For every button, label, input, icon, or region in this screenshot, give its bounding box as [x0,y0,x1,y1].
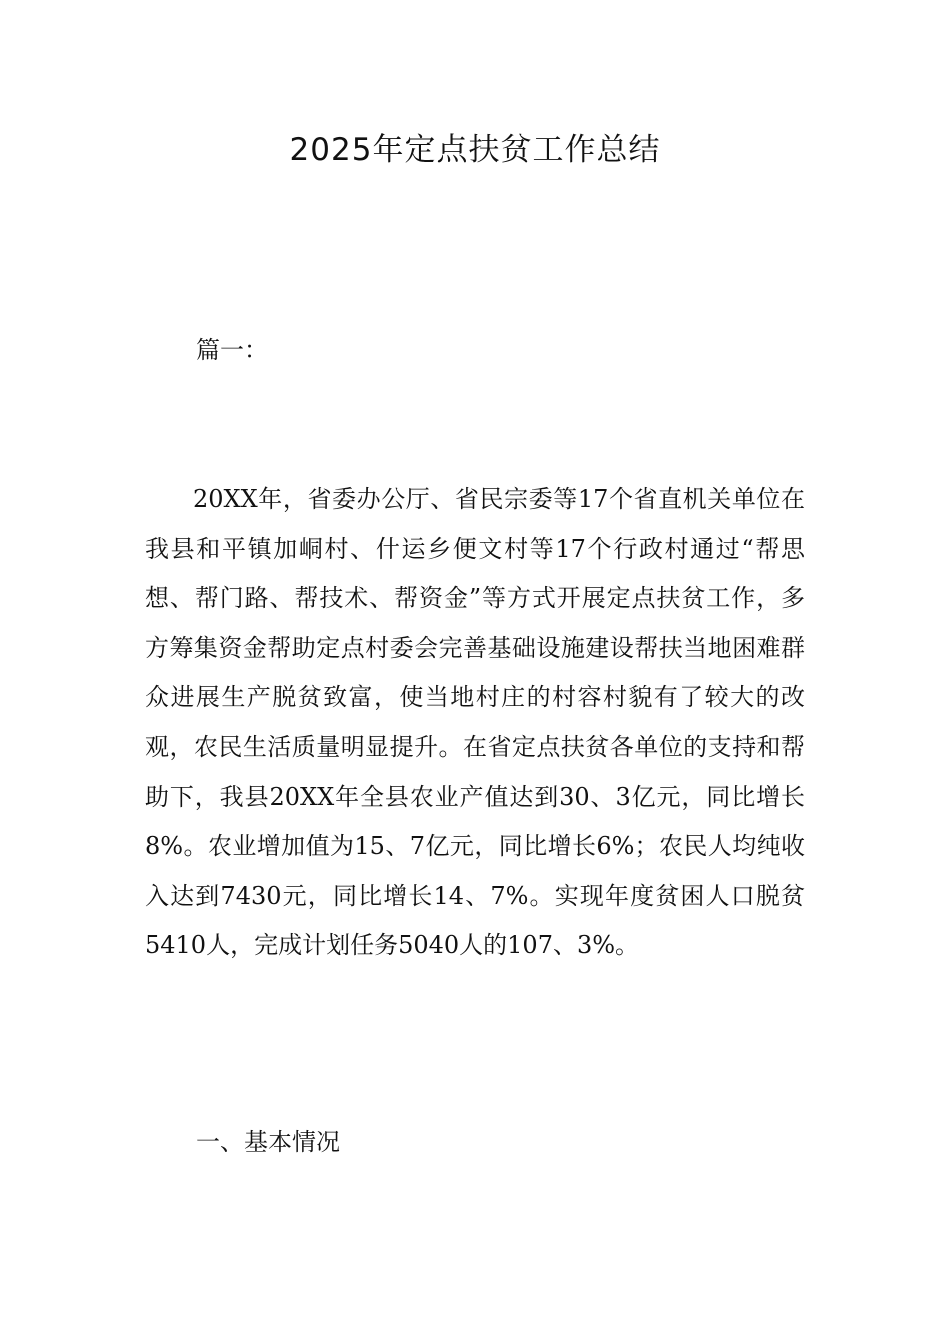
section-label: 篇一： [196,336,268,364]
section-subheading: 一、基本情况 [196,1128,340,1156]
body-paragraph: 20XX年，省委办公厅、省民宗委等17个省直机关单位在我县和平镇加峒村、什运乡便文村等17个行政村通过“帮思想、帮门路、帮技术、帮资金”等方式开展定点扶贫工作，多方筹集资金帮助定点村委会完善基础设施建设帮扶当地困难群众进展生产脱贫致富，使当地村庄的村容村貌有了较大的改观，农民生活质量明显提升。在省定点扶贫各单位的支持和帮助下，我县20XX年全县农业产值达到30、3亿元，同比增长8%。农业增加值为15、7亿元，同比增长6%；农民人均纯收入达到7430元，同比增长14、7%。实现年度贫困人口脱贫5410人，完成计划任务5040人的107、3%。 [145,485,805,960]
page-title: 2025年定点扶贫工作总结 [289,132,661,168]
